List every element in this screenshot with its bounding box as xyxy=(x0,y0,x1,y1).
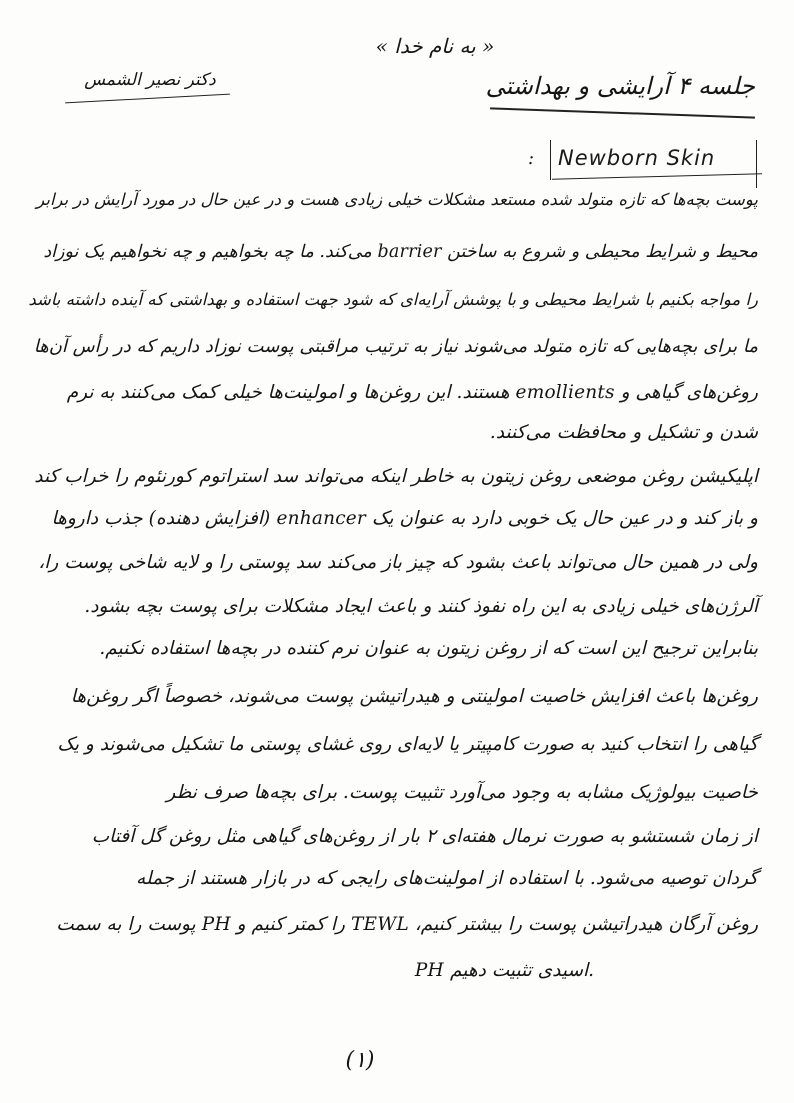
body-line: روغن‌ها باعث افزایش خاصیت امولینتی و هیدراتیشن پوست می‌شوند، خصوصاً اگر روغن‌ها xyxy=(70,686,758,707)
body-line: روغن آرگان هیدراتیشن پوست را بیشتر کنیم، TEWL را کمتر کنیم و PH پوست را به سمت xyxy=(56,914,758,935)
subject-box-bottom-border xyxy=(552,173,762,179)
session-title: جلسه ۴ آرایشی و بهداشتی xyxy=(485,72,755,100)
body-line: گیاهی را انتخاب کنید به صورت کامپیتر یا لایه‌ای روی غشای پوستی ما تشکیل می‌شوند و یک xyxy=(57,734,758,755)
body-line: روغن‌های گیاهی و emollients هستند. این روغن‌ها و امولینت‌ها خیلی کمک می‌کنند به نرم xyxy=(66,382,758,403)
body-line: گردان توصیه می‌شود. با استفاده از امولینت‌های رایجی که در بازار هستند از جمله xyxy=(136,868,758,889)
body-line: اپلیکیشن روغن موضعی روغن زیتون به خاطر اینکه می‌تواند سد استراتوم کورنئوم را خراب کند xyxy=(34,466,758,487)
author-name: دکتر نصیر الشمس xyxy=(84,70,216,90)
subject-box xyxy=(520,138,770,190)
session-underline xyxy=(490,107,755,118)
basmala-heading: « به نام خدا » xyxy=(375,34,495,58)
body-line: PH اسیدی تثبیت دهیم. xyxy=(414,960,594,981)
body-line: و باز کند و در عین حال یک خوبی دارد به عنوان یک enhancer (افزایش دهنده) جذب داروها xyxy=(51,508,758,529)
page-number: (۱) xyxy=(345,1048,375,1073)
body-line: بنابراین ترجیح این است که از روغن زیتون به عنوان نرم کننده در بچه‌ها استفاده نکنیم. xyxy=(99,638,758,659)
body-line: ولی در همین حال می‌تواند باعث بشود که چیز باز می‌کند سد پوستی را و لایه شاخی پوست را، xyxy=(38,552,758,573)
body-line: را مواجه بکنیم با شرایط محیطی و با پوشش آرایه‌ای که شود جهت استفاده و بهداشتی که آینده داشته باشد xyxy=(28,290,758,309)
body-line: آلرژن‌های خیلی زیادی به این راه نفوذ کنند و باعث ایجاد مشکلات برای پوست بچه بشود. xyxy=(84,596,758,617)
subject-box-left-border xyxy=(550,140,551,180)
body-line: ما برای بچه‌هایی که تازه متولد می‌شوند نیاز به ترتیب مراقبتی پوست نوزاد داریم که در رأس آن‌ها xyxy=(33,336,758,357)
subject-colon: : xyxy=(528,148,535,169)
body-line: پوست بچه‌ها که تازه متولد شده مستعد مشکلات خیلی زیادی هست و در عین حال در مورد آرایش در برابر xyxy=(36,190,758,209)
body-line: از زمان شستشو به صورت نرمال هفته‌ای ۲ بار از روغن‌های گیاهی مثل روغن گل آفتاب xyxy=(91,826,758,847)
body-line: شدن و تشکیل و محافظت می‌کنند. xyxy=(489,422,758,443)
author-underline xyxy=(65,94,230,104)
body-line: خاصیت بیولوژیک مشابه به وجود می‌آورد تثبیت پوست. برای بچه‌ها صرف نظر xyxy=(166,782,758,803)
subject-box-right-border xyxy=(756,140,757,188)
body-line: محیط و شرایط محیطی و شروع به ساختن barrier می‌کند. ما چه بخواهیم و چه نخواهیم یک نوزاد xyxy=(43,242,758,262)
subject-title: Newborn Skin xyxy=(558,146,716,170)
